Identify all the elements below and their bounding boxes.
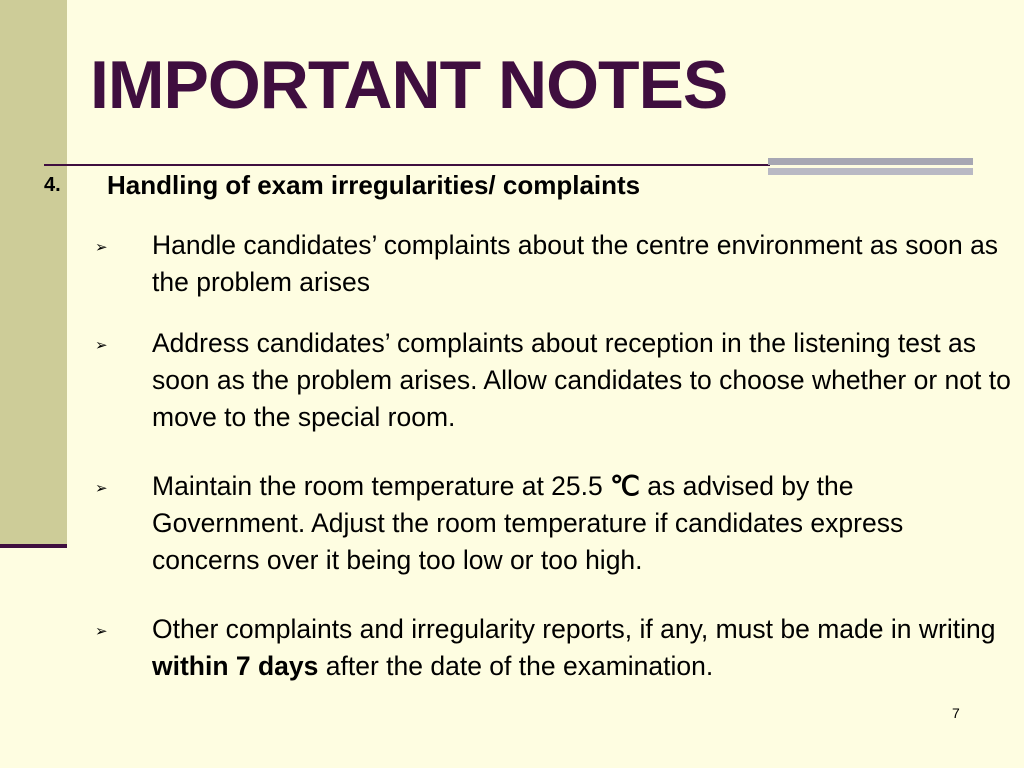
list-item-text-end: as advised by the Government. Adjust the room temperature if candidates express concerns over it being too low or too high. (152, 471, 904, 575)
bullet-arrow-icon: ➢ (95, 239, 108, 256)
title-underline (44, 164, 770, 166)
list-item-text: Handle candidates’ complaints about the centre environment as soon as the problem arises (152, 230, 999, 297)
list-item-text-start: Other complaints and irregularity reports, if any, must be made in writing (152, 614, 996, 644)
page-number: 7 (952, 705, 960, 721)
deadline-emphasis: within 7 days (152, 651, 319, 681)
decorative-bar-top (768, 158, 973, 165)
list-item (152, 468, 1012, 579)
list-item (152, 227, 1012, 301)
list-item (152, 325, 1012, 436)
bullet-arrow-icon: ➢ (95, 337, 108, 354)
list-item-text: Address candidates’ complaints about reception in the listening test as soon as the problem arises. Allow candidates to choose whether or not to move to the special room. (152, 328, 1011, 432)
list-item-text-end: after the date of the examination. (318, 651, 714, 681)
bullet-arrow-icon: ➢ (95, 623, 108, 640)
section-number: 4. (44, 174, 61, 196)
left-accent-band (0, 0, 67, 548)
list-item (152, 611, 1012, 685)
left-accent-rule (0, 544, 67, 548)
slide-title: IMPORTANT NOTES (90, 47, 728, 123)
decorative-bar-bottom (768, 168, 973, 175)
bullet-arrow-icon: ➢ (95, 480, 108, 497)
section-heading: Handling of exam irregularities/ complaints (107, 170, 641, 200)
temperature-unit: ℃ (610, 471, 640, 501)
list-item-text-start: Maintain the room temperature at 25.5 (152, 471, 611, 501)
